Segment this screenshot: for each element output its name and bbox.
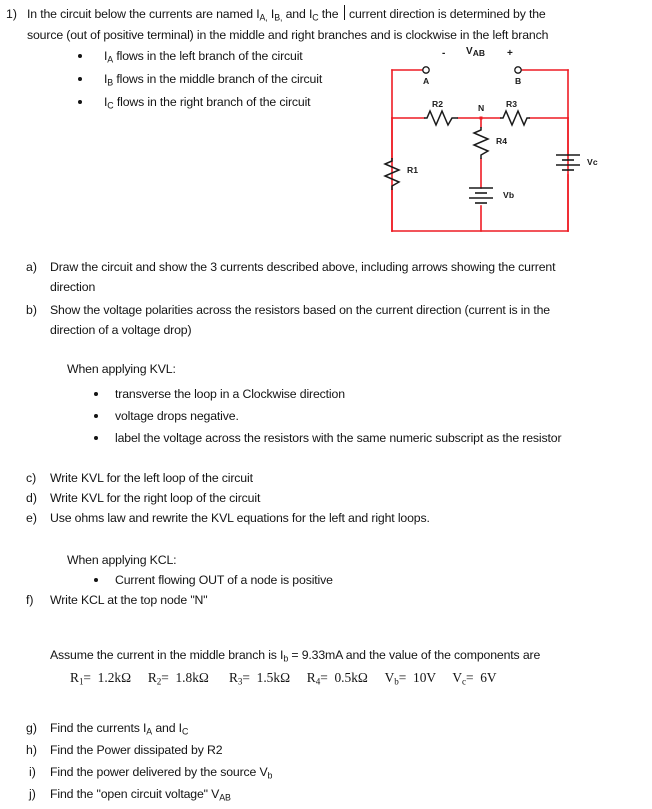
component-value-r3-sub: 3 [237, 676, 243, 687]
text-cursor [344, 5, 345, 20]
part-e-text: Use ohms law and rewrite the KVL equations for the left and right loops. [50, 511, 430, 525]
current-bullet-item [104, 46, 303, 70]
part-g-text [50, 718, 188, 742]
component-value-r3-value: 1.5kΩ [256, 670, 291, 685]
terminal-a-label: A [423, 76, 430, 86]
component-value-vb-sub: b [394, 676, 399, 687]
question-line1-part-b: I [267, 7, 275, 21]
kcl-bullet-item: Current flowing OUT of a node is positive [115, 573, 333, 587]
part-g-sub-1: A [146, 726, 153, 737]
question-line-2: source (out of positive terminal) in the middle and right branches and is clockwise in the left branch [27, 28, 549, 42]
part-i-marker: i) [29, 765, 36, 779]
kvl-bullet-item: label the voltage across the resistors with the same numeric subscript as the resistor [115, 431, 562, 445]
kvl-bullet-marker [94, 414, 98, 418]
part-c-marker: c) [26, 471, 37, 485]
part-e-marker: e) [26, 511, 37, 525]
component-value-vc-value: 6V [480, 670, 497, 685]
component-value-r3-symbol: R [228, 670, 238, 685]
assumption-pre: Assume the current in the middle branch is I [50, 648, 284, 662]
current-bullet-0-sub: A [107, 54, 114, 65]
resistor-r3-symbol [500, 111, 530, 125]
component-value-r1-eq: = [83, 670, 91, 685]
component-value-r2-sub: 2 [156, 676, 162, 687]
circuit-wires [392, 70, 568, 231]
part-f-marker: f) [26, 593, 34, 607]
component-value-r1 [70, 670, 131, 685]
current-bullet-0-pre: I [104, 49, 108, 63]
assumption-sub: b [283, 653, 289, 664]
question-line1-part-d: the [318, 7, 339, 21]
part-j-pre: Find the "open circuit voltage" V [50, 787, 220, 801]
kvl-note-heading: When applying KVL: [67, 362, 176, 376]
battery-vc-label: Vc [587, 157, 598, 167]
component-value-vb-eq: = [398, 670, 407, 685]
component-value-r2-symbol: R [147, 670, 157, 685]
part-g-pre: Find the currents I [50, 721, 147, 735]
battery-vb-symbol [469, 188, 493, 203]
resistor-r2-label: R2 [432, 99, 444, 109]
current-bullet-1-sub: B [107, 77, 114, 88]
part-h-text: Find the Power dissipated by R2 [50, 743, 223, 757]
part-b-line-2: direction of a voltage drop) [50, 323, 192, 337]
current-bullet-2-post: flows in the right branch of the circuit [113, 95, 311, 109]
question-line1-sub-b: B, [274, 12, 283, 23]
component-value-r1-symbol: R [70, 670, 79, 685]
kcl-note-heading: When applying KCL: [67, 553, 177, 567]
part-f-text: Write KCL at the top node "N" [50, 593, 208, 607]
kvl-bullet-marker [94, 436, 98, 440]
battery-vb-label: Vb [503, 190, 515, 200]
component-value-vc [452, 670, 496, 685]
component-value-r4-sub: 4 [315, 676, 321, 687]
part-a-line-2: direction [50, 280, 96, 294]
component-value-r1-value: 1.2kΩ [97, 670, 132, 685]
current-bullet-1-post: flows in the middle branch of the circuit [113, 72, 323, 86]
kvl-bullet-marker [94, 392, 98, 396]
vab-label-text: V [466, 46, 473, 57]
question-number: 1) [6, 7, 17, 21]
component-value-r4-eq: = [320, 670, 328, 685]
vab-plus-sign: + [507, 48, 513, 59]
terminal-b-node [515, 67, 521, 73]
component-value-vc-symbol: V [452, 670, 462, 685]
component-value-vb-symbol: V [384, 670, 395, 685]
current-bullet-marker [78, 54, 82, 58]
part-d-text: Write KVL for the right loop of the circuit [50, 491, 261, 505]
node-n-junction [480, 117, 483, 120]
component-value-vc-eq: = [465, 670, 474, 685]
circuit-svg [370, 45, 610, 245]
component-value-r1-sub: 1 [78, 676, 84, 687]
circuit-diagram [370, 45, 610, 250]
current-bullet-0-post: flows in the left branch of the circuit [113, 49, 303, 63]
component-values-row [70, 670, 497, 687]
current-bullet-1-pre: I [104, 72, 108, 86]
current-bullet-2-sub: C [107, 100, 114, 111]
vab-label [466, 46, 485, 58]
part-c-text: Write KVL for the left loop of the circuit [50, 471, 253, 485]
resistor-r4-symbol [474, 127, 488, 159]
component-value-r4 [307, 670, 368, 685]
assumption-post: = 9.33mA and the value of the components are [288, 648, 541, 662]
resistor-r3-label: R3 [506, 99, 518, 109]
question-line1-part-c: and I [282, 7, 313, 21]
question-line1-part-e: current direction is determined by the [349, 7, 546, 21]
resistor-r2-symbol [424, 111, 458, 125]
vab-label-sub: AB [472, 48, 485, 59]
component-value-r3 [229, 670, 290, 685]
terminal-b-label: B [515, 76, 522, 86]
component-value-r2-value: 1.8kΩ [175, 670, 209, 685]
component-value-vc-sub: c [462, 676, 466, 687]
component-value-r2 [148, 670, 209, 685]
assumption-line [50, 645, 540, 669]
part-j-sub: AB [219, 792, 231, 803]
resistor-r1-label: R1 [407, 165, 419, 175]
kvl-bullet-item: voltage drops negative. [115, 409, 239, 423]
component-value-vb [385, 670, 436, 685]
part-b-marker: b) [26, 303, 37, 317]
component-value-r4-value: 0.5kΩ [334, 670, 368, 685]
part-g-marker: g) [26, 721, 37, 735]
current-bullet-marker [78, 100, 82, 104]
part-g-sub-2: C [181, 726, 189, 737]
resistor-r4-label: R4 [496, 136, 508, 146]
question-line1-part-a: In the circuit below the currents are named I [27, 7, 260, 21]
part-a-line-1: Draw the circuit and show the 3 currents described above, including arrows showing the current [50, 260, 556, 274]
part-g-mid: and I [152, 721, 182, 735]
component-value-vb-value: 10V [413, 670, 436, 685]
current-bullet-item [104, 69, 322, 93]
part-d-marker: d) [26, 491, 37, 505]
current-bullet-marker [78, 77, 82, 81]
question-line1-sub-a: A, [259, 12, 268, 23]
terminal-a-node [423, 67, 429, 73]
part-h-marker: h) [26, 743, 37, 757]
question-line1-sub-c: C [312, 12, 319, 23]
component-value-r4-symbol: R [306, 670, 316, 685]
kvl-bullet-item: transverse the loop in a Clockwise direction [115, 387, 345, 401]
node-n-label: N [478, 103, 485, 113]
component-value-r2-eq: = [161, 670, 169, 685]
part-b-line-1: Show the voltage polarities across the resistors based on the current direction (current is in the [50, 303, 550, 317]
current-bullet-2-pre: I [104, 95, 108, 109]
component-value-r3-eq: = [242, 670, 250, 685]
part-a-marker: a) [26, 260, 37, 274]
vab-minus-sign: - [442, 48, 446, 59]
part-i-pre: Find the power delivered by the source V [50, 765, 268, 779]
part-j-text [50, 784, 231, 808]
current-bullet-item [104, 92, 310, 116]
part-i-text [50, 762, 272, 786]
kcl-bullet-marker [94, 578, 98, 582]
part-i-sub: b [267, 770, 273, 781]
part-j-marker: j) [29, 787, 36, 801]
